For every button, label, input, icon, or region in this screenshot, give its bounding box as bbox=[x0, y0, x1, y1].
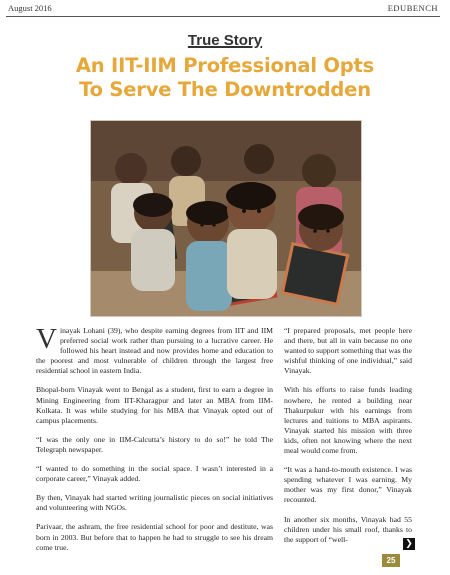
article-column-left bbox=[36, 323, 273, 562]
publication-name: EDUBENCH bbox=[387, 3, 438, 13]
paragraph: In another six months, Vinayak had 55 children under his small roof, thanks to the support of “well- bbox=[284, 514, 412, 544]
paragraph: With his efforts to raise funds leading nowhere, he rented a building near Thakurpukur with his earnings from lectures and tuitions to MBA aspirants. Vinayak started his mission with three kids, often not knowing where the next meal would come from. bbox=[284, 385, 412, 456]
article-column-right bbox=[284, 326, 412, 554]
paragraph: Bhopal-born Vinayak went to Bengal as a student, first to earn a degree in Mining Engineering from IIT-Kharagpur and later an MBA from IIM-Kolkata. It was while studying for his MBA that Vinayak opted out of campus placements. bbox=[36, 385, 273, 425]
paragraph: By then, Vinayak had started writing journalistic pieces on social initiatives and volunteering with NGOs. bbox=[36, 493, 273, 513]
headline-line-1: An IIT-IIM Professional Opts bbox=[75, 54, 375, 77]
drop-cap: V bbox=[36, 323, 57, 355]
headline-line-2: To Serve The Downtrodden bbox=[79, 78, 371, 101]
page-number: 25 bbox=[382, 554, 400, 567]
section-kicker: True Story bbox=[187, 32, 263, 49]
page-header bbox=[0, 0, 450, 18]
paragraph: Vinayak Lohani (39), who despite earning degrees from IIT and IIM preferred social work rather than pursuing to a lucrative career. He followed his heart instead and now provides home and education to the poorest and most vulnerable of children through the largest free residential school in eastern India. bbox=[36, 323, 273, 376]
children-photo-illustration bbox=[91, 121, 361, 316]
issue-date: August 2016 bbox=[8, 3, 52, 13]
paragraph: “I was the only one in IIM-Calcutta’s history to do so!” he told The Telegraph newspaper. bbox=[36, 434, 273, 454]
paragraph: “I wanted to do something in the social space. I wasn’t interested in a corporate career,” Vinayak added. bbox=[36, 464, 273, 484]
paragraph: “I prepared proposals, met people here and there, but all in vain because no one wanted to support something that was the wishful thinking of one individual,” said Vinayak. bbox=[284, 326, 412, 376]
article-headline bbox=[0, 54, 450, 102]
paragraph: Parivaar, the ashram, the free residential school for poor and destitute, was born in 2003. But before that to happen he had to struggle to see his dream come true. bbox=[36, 522, 273, 552]
header-divider bbox=[6, 16, 440, 17]
paragraph: “It was a hand-to-mouth existence. I was spending whatever I was earning. My mother was my first donor,” Vinayak recounted. bbox=[284, 465, 412, 505]
article-photo bbox=[90, 120, 362, 317]
chevron-right-icon[interactable]: ❯ bbox=[403, 538, 415, 550]
